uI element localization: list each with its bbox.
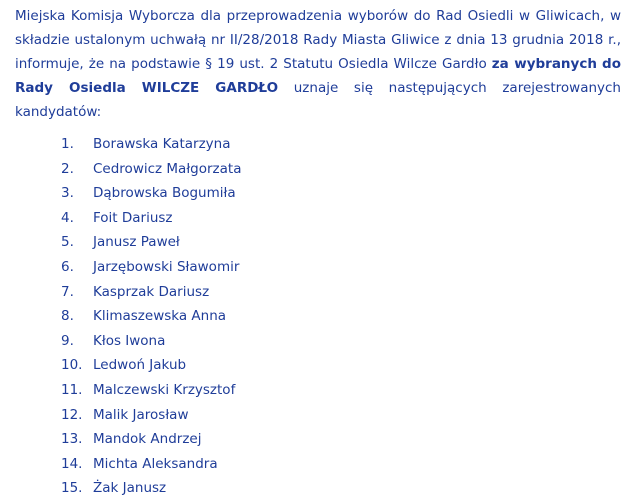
intro-paragraph <box>15 4 621 124</box>
candidate-name: Borawska Katarzyna <box>93 136 231 152</box>
item-number: 12. <box>61 406 83 423</box>
candidate-name: Malczewski Krzysztof <box>93 381 236 398</box>
document <box>15 4 621 497</box>
candidate-name: Jarzębowski Sławomir <box>93 258 240 275</box>
item-number: 6. <box>61 258 74 275</box>
candidate-name: Klimaszewska Anna <box>93 308 227 325</box>
candidate-name: Dąbrowska Bogumiła <box>93 185 236 202</box>
item-number: 9. <box>61 332 74 349</box>
item-number: 15. <box>61 480 83 497</box>
candidate-name: Mandok Andrzej <box>93 431 202 448</box>
intro-text-end: uznaje się następujących zarejestrowanych kandydatów: <box>15 80 621 120</box>
candidate-name: Ledwoń Jakub <box>93 357 187 374</box>
item-number: 11. <box>61 381 83 398</box>
candidate-name: Janusz Paweł <box>93 234 180 251</box>
item-number: 4. <box>61 209 74 226</box>
item-number: 13. <box>61 431 83 448</box>
item-number: 14. <box>61 455 83 472</box>
item-number: 2. <box>61 160 74 177</box>
intro-bold-elected: za wybranych <box>491 56 597 72</box>
candidate-name: Kasprzak Dariusz <box>93 283 210 300</box>
candidate-name: Cedrowicz Małgorzata <box>93 160 242 177</box>
candidate-name: Kłos Iwona <box>93 332 166 349</box>
candidate-name: Malik Jarosław <box>93 406 189 423</box>
intro-bold-council: do Rady Osiedla WILCZE GARDŁO <box>15 56 621 96</box>
item-number: 10. <box>61 357 83 374</box>
item-number: 1. <box>61 136 74 152</box>
item-number: 7. <box>61 283 74 300</box>
item-number: 5. <box>61 234 74 251</box>
candidate-name: Żak Janusz <box>93 480 167 497</box>
candidate-name: Foit Dariusz <box>93 209 173 226</box>
item-number: 3. <box>61 185 74 202</box>
item-number: 8. <box>61 308 74 325</box>
candidate-name: Michta Aleksandra <box>93 455 218 472</box>
intro-text-start: Miejska Komisja Wyborcza dla przeprowadzenia wyborów do Rad Osiedli w Gliwicach, w składzie ustalonym uchwałą nr II/28/2018 Rady Miasta Gliwice z dnia 13 grudnia 2018 r., informuje, że na podstawie § 19 ust. 2 Statutu Osiedla Wilcze Gardło <box>15 8 621 72</box>
